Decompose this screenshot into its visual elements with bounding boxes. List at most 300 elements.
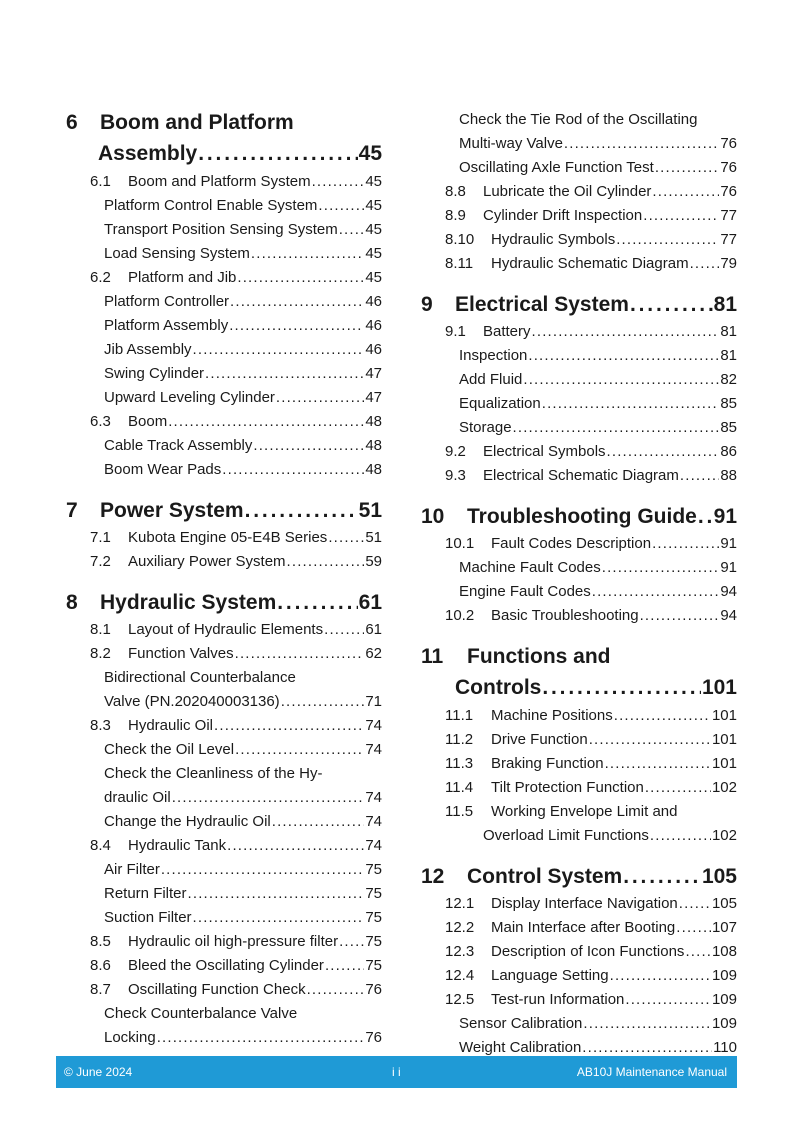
toc-section-8[interactable]	[66, 588, 382, 618]
entry-title: Fault Codes Description	[491, 535, 652, 552]
toc-entry-cont[interactable]	[421, 824, 737, 848]
leader-dots	[339, 218, 365, 242]
page-number: 48	[365, 437, 382, 454]
entry-title: Boom	[128, 413, 168, 430]
leader-dots	[324, 618, 364, 642]
entry-title: Description of Icon Functions	[491, 943, 685, 960]
toc-section-7[interactable]	[66, 496, 382, 526]
entry-number: 8.2	[90, 645, 111, 662]
page-number: 76	[720, 135, 737, 152]
entry-number: 6.3	[90, 413, 111, 430]
entry-title: Hydraulic Oil	[128, 717, 214, 734]
leader-dots	[277, 588, 357, 618]
toc-entry[interactable]	[421, 464, 737, 488]
entry-title: Hydraulic Symbols	[491, 231, 616, 248]
entry-number: 10.2	[445, 607, 475, 624]
footer-manual-title: AB10J Maintenance Manual	[576, 1065, 727, 1079]
entry-number: 8.5	[90, 933, 111, 950]
entry-title: Working Envelope Limit and	[491, 803, 678, 820]
leader-dots	[318, 194, 364, 218]
page-number: 110	[713, 1039, 737, 1056]
entry-title: Bleed the Oscillating Cylinder	[128, 957, 324, 974]
page-number: 86	[720, 443, 737, 460]
toc-entry[interactable]	[421, 440, 737, 464]
leader-dots	[281, 690, 365, 714]
entry-number: 11.4	[445, 779, 474, 796]
page-number: 45	[365, 245, 382, 262]
toc-entry[interactable]	[66, 762, 382, 786]
toc-entry[interactable]	[66, 362, 382, 386]
leader-dots	[679, 892, 711, 916]
leader-dots	[623, 862, 701, 892]
page-number: 76	[365, 1029, 382, 1046]
toc-entry-cont[interactable]	[66, 786, 382, 810]
leader-dots	[272, 810, 365, 834]
page-number: 91	[720, 535, 737, 552]
toc-entry[interactable]	[66, 954, 382, 978]
leader-dots	[325, 954, 364, 978]
entry-title: Check the Cleanliness of the Hy-	[104, 765, 323, 782]
entry-number: 9.3	[445, 467, 466, 484]
toc-entry[interactable]	[66, 410, 382, 434]
entry-title: Platform and Jib	[128, 269, 237, 286]
page-number: 88	[720, 467, 737, 484]
entry-title: Transport Position Sensing System	[104, 221, 338, 238]
entry-title: Layout of Hydraulic Elements	[128, 621, 324, 638]
entry-number: 12.1	[445, 895, 475, 912]
entry-title: Cable Track Assembly	[104, 437, 253, 454]
leader-dots	[161, 858, 364, 882]
page-number: 71	[365, 693, 382, 710]
footer-date: © June 2024	[64, 1065, 133, 1079]
entry-title: Basic Troubleshooting	[491, 607, 639, 624]
entry-title: Overload Limit Functions	[483, 827, 649, 844]
toc-section-6-cont[interactable]	[66, 138, 382, 170]
entry-number: 8.9	[445, 207, 466, 224]
entry-title: Inspection	[459, 347, 528, 364]
toc-entry[interactable]	[421, 604, 737, 628]
page-number: 91	[720, 559, 737, 576]
page-number: 45	[358, 142, 382, 165]
toc-entry[interactable]	[421, 180, 737, 204]
toc-entry[interactable]	[66, 434, 382, 458]
entry-title: Machine Positions	[491, 707, 613, 724]
toc-entry[interactable]	[66, 314, 382, 338]
entry-title: Storage	[459, 419, 512, 436]
entry-title: Check Counterbalance Valve	[104, 1005, 298, 1022]
toc-section-11-cont[interactable]	[421, 672, 737, 704]
toc-entry[interactable]	[66, 386, 382, 410]
toc-entry[interactable]	[66, 642, 382, 666]
leader-dots	[690, 252, 720, 276]
entry-title: Engine Fault Codes	[459, 583, 591, 600]
toc-entry[interactable]	[66, 290, 382, 314]
entry-number: 12.5	[445, 991, 475, 1008]
leader-dots	[614, 704, 711, 728]
entry-number: 8.6	[90, 957, 111, 974]
page-number: 75	[365, 885, 382, 902]
leader-dots	[205, 362, 364, 386]
page-number: 62	[365, 645, 382, 662]
page-number: 47	[365, 365, 382, 382]
leader-dots	[528, 344, 719, 368]
page-number: 79	[720, 255, 737, 272]
page-number: 91	[713, 505, 737, 528]
toc-left-column	[66, 108, 382, 1050]
toc-section-9[interactable]	[421, 290, 737, 320]
leader-dots	[610, 964, 711, 988]
entry-title: Electrical Schematic Diagram	[483, 467, 679, 484]
entry-title: Add Fluid	[459, 371, 523, 388]
toc-entry[interactable]	[421, 704, 737, 728]
toc-entry[interactable]	[66, 738, 382, 762]
toc-entry[interactable]	[421, 964, 737, 988]
entry-number: 7.1	[90, 529, 111, 546]
page-number: 101	[711, 755, 737, 772]
leader-dots	[652, 180, 719, 204]
page-number: 74	[365, 717, 382, 734]
leader-dots	[229, 314, 364, 338]
leader-dots	[235, 738, 364, 762]
toc-entry[interactable]	[421, 368, 737, 392]
leader-dots	[227, 834, 364, 858]
section-title: Hydraulic System	[100, 591, 277, 614]
entry-number: 11.3	[445, 755, 474, 772]
section-number: 8	[66, 591, 78, 614]
leader-dots	[276, 386, 364, 410]
entry-title: Display Interface Navigation	[491, 895, 678, 912]
toc-section-10[interactable]	[421, 502, 737, 532]
leader-dots	[339, 930, 364, 954]
toc-entry-cont[interactable]	[421, 132, 737, 156]
entry-number: 8.3	[90, 717, 111, 734]
leader-dots	[698, 502, 713, 532]
entry-title: Check the Tie Rod of the Oscillating	[459, 111, 698, 128]
page-number: 51	[358, 499, 382, 522]
entry-number: 8.7	[90, 981, 111, 998]
toc-entry[interactable]	[66, 834, 382, 858]
entry-title: Boom Wear Pads	[104, 461, 222, 478]
page-number: 81	[713, 293, 737, 316]
entry-title: Cylinder Drift Inspection	[483, 207, 643, 224]
leader-dots	[685, 940, 711, 964]
toc-entry[interactable]	[421, 204, 737, 228]
leader-dots	[198, 138, 357, 170]
toc-entry[interactable]	[421, 556, 737, 580]
entry-title: Boom and Platform System	[128, 173, 311, 190]
toc-entry[interactable]	[66, 218, 382, 242]
section-title: Assembly	[98, 142, 198, 165]
toc-entry[interactable]	[421, 108, 737, 132]
page-number: 109	[711, 991, 737, 1008]
toc-entry-cont[interactable]	[66, 690, 382, 714]
section-number: 9	[421, 293, 433, 316]
entry-number: 12.4	[445, 967, 475, 984]
leader-dots	[193, 906, 365, 930]
toc-entry[interactable]	[421, 752, 737, 776]
page-number: 85	[720, 419, 737, 436]
entry-number: 8.10	[445, 231, 475, 248]
toc-entry[interactable]	[66, 242, 382, 266]
toc-entry[interactable]	[66, 882, 382, 906]
entry-title: Return Filter	[104, 885, 187, 902]
toc-entry[interactable]	[66, 810, 382, 834]
entry-title: Air Filter	[104, 861, 160, 878]
page-number: 94	[720, 607, 737, 624]
page-number: 75	[365, 861, 382, 878]
page-number: 76	[720, 159, 737, 176]
entry-title: Sensor Calibration	[459, 1015, 583, 1032]
section-title: Control System	[467, 865, 623, 888]
leader-dots	[172, 786, 365, 810]
entry-title: Jib Assembly	[104, 341, 192, 358]
section-title: Power System	[100, 499, 244, 522]
entry-number: 11.2	[445, 731, 474, 748]
leader-dots	[193, 338, 365, 362]
leader-dots	[607, 440, 720, 464]
toc-entry[interactable]	[66, 170, 382, 194]
toc-entry[interactable]	[66, 526, 382, 550]
page-number: 102	[711, 827, 737, 844]
toc-entry[interactable]	[66, 338, 382, 362]
page-number: 81	[720, 323, 737, 340]
toc-section-11[interactable]	[421, 642, 737, 672]
page-number: 102	[711, 779, 737, 796]
entry-number: 6.2	[90, 269, 111, 286]
entry-title: Multi-way Valve	[459, 135, 563, 152]
page-number: 45	[365, 221, 382, 238]
leader-dots	[592, 580, 720, 604]
entry-number: 11.5	[445, 803, 474, 820]
toc-entry[interactable]	[421, 392, 737, 416]
entry-title: Kubota Engine 05-E4B Series	[128, 529, 328, 546]
page-number: 59	[365, 553, 382, 570]
leader-dots	[645, 776, 711, 800]
page-number: 77	[720, 231, 737, 248]
leader-dots	[616, 228, 719, 252]
toc-right-column	[421, 108, 737, 1060]
toc-entry[interactable]	[421, 916, 737, 940]
entry-number: 7.2	[90, 553, 111, 570]
entry-number: 8.11	[445, 255, 474, 272]
leader-dots	[188, 882, 365, 906]
page-number: 105	[711, 895, 737, 912]
leader-dots	[652, 532, 719, 556]
toc-entry[interactable]	[66, 978, 382, 1002]
toc-entry-cont[interactable]	[66, 1026, 382, 1050]
leader-dots	[564, 132, 719, 156]
entry-title: draulic Oil	[104, 789, 171, 806]
page-footer	[56, 1056, 737, 1088]
toc-entry[interactable]	[66, 550, 382, 574]
entry-title: Platform Control Enable System	[104, 197, 318, 214]
leader-dots	[168, 410, 364, 434]
toc-entry[interactable]	[421, 344, 737, 368]
toc-entry[interactable]	[421, 728, 737, 752]
leader-dots	[630, 290, 713, 320]
entry-number: 8.8	[445, 183, 466, 200]
page-number: 101	[711, 731, 737, 748]
page-number: 48	[365, 413, 382, 430]
page-number: 76	[720, 183, 737, 200]
page-number: 61	[358, 591, 382, 614]
toc-section-12[interactable]	[421, 862, 737, 892]
section-number: 6	[66, 111, 78, 134]
page-number: 74	[365, 837, 382, 854]
section-title: Boom and Platform	[100, 111, 294, 134]
toc-entry[interactable]	[421, 892, 737, 916]
entry-title: Suction Filter	[104, 909, 192, 926]
section-number: 10	[421, 505, 445, 528]
entry-title: Platform Controller	[104, 293, 230, 310]
toc-entry[interactable]	[421, 800, 737, 824]
page-number: 101	[701, 676, 737, 699]
entry-title: Main Interface after Booting	[491, 919, 676, 936]
section-title: Electrical System	[455, 293, 629, 316]
entry-title: Load Sensing System	[104, 245, 250, 262]
entry-title: Check the Oil Level	[104, 741, 235, 758]
toc-entry[interactable]	[66, 858, 382, 882]
entry-number: 6.1	[90, 173, 111, 190]
leader-dots	[542, 672, 701, 704]
page-number: 101	[711, 707, 737, 724]
leader-dots	[655, 156, 719, 180]
leader-dots	[643, 204, 719, 228]
entry-number: 8.4	[90, 837, 111, 854]
section-title: Troubleshooting Guide	[467, 505, 697, 528]
entry-title: Valve (PN.202040003136)	[104, 693, 280, 710]
page-number: 74	[365, 813, 382, 830]
leader-dots	[605, 752, 711, 776]
leader-dots	[532, 320, 720, 344]
page-number: 85	[720, 395, 737, 412]
entry-title: Hydraulic Schematic Diagram	[491, 255, 689, 272]
toc-entry[interactable]	[66, 714, 382, 738]
toc-entry[interactable]	[66, 666, 382, 690]
toc-entry[interactable]	[421, 580, 737, 604]
page-number: 107	[711, 919, 737, 936]
toc-entry[interactable]	[66, 266, 382, 290]
page-number: 48	[365, 461, 382, 478]
leader-dots	[625, 988, 711, 1012]
page-number: 46	[365, 293, 382, 310]
toc-entry[interactable]	[421, 1012, 737, 1036]
entry-title: Language Setting	[491, 967, 609, 984]
entry-title: Lubricate the Oil Cylinder	[483, 183, 652, 200]
entry-title: Hydraulic oil high-pressure filter	[128, 933, 339, 950]
entry-number: 9.1	[445, 323, 466, 340]
toc-entry[interactable]	[421, 776, 737, 800]
entry-title: Machine Fault Codes	[459, 559, 601, 576]
footer-page-number: i i	[392, 1065, 401, 1079]
entry-title: Upward Leveling Cylinder	[104, 389, 275, 406]
section-title: Functions and	[467, 645, 611, 668]
page-number: 109	[711, 1015, 737, 1032]
toc-entry[interactable]	[421, 416, 737, 440]
toc-section-6[interactable]	[66, 108, 382, 138]
entry-title: Test-run Information	[491, 991, 625, 1008]
toc-entry[interactable]	[421, 320, 737, 344]
entry-number: 11.1	[445, 707, 474, 724]
entry-title: Bidirectional Counterbalance	[104, 669, 296, 686]
page-number: 74	[365, 741, 382, 758]
entry-title: Swing Cylinder	[104, 365, 205, 382]
toc-entry[interactable]	[66, 618, 382, 642]
page-number: 46	[365, 341, 382, 358]
leader-dots	[583, 1012, 711, 1036]
toc-entry[interactable]	[66, 1002, 382, 1026]
entry-title: Locking	[104, 1029, 156, 1046]
page-number: 108	[711, 943, 737, 960]
page-number: 77	[720, 207, 737, 224]
section-number: 11	[421, 645, 444, 668]
page-number: 105	[701, 865, 737, 888]
page-number: 47	[365, 389, 382, 406]
page-number: 82	[720, 371, 737, 388]
entry-title: Oscillating Axle Function Test	[459, 159, 654, 176]
page-number: 45	[365, 269, 382, 286]
toc-entry[interactable]	[66, 458, 382, 482]
entry-number: 12.2	[445, 919, 475, 936]
leader-dots	[650, 824, 711, 848]
toc-entry[interactable]	[421, 156, 737, 180]
leader-dots	[307, 978, 365, 1002]
section-title: Controls	[455, 676, 542, 699]
toc-entry[interactable]	[66, 194, 382, 218]
entry-title: Hydraulic Tank	[128, 837, 227, 854]
leader-dots	[542, 392, 720, 416]
entry-title: Weight Calibration	[459, 1039, 582, 1056]
toc-entry[interactable]	[66, 930, 382, 954]
page-number: 75	[365, 909, 382, 926]
entry-title: Function Valves	[128, 645, 234, 662]
entry-title: Electrical Symbols	[483, 443, 606, 460]
entry-title: Battery	[483, 323, 531, 340]
leader-dots	[230, 290, 364, 314]
page-number: 75	[365, 957, 382, 974]
entry-title: Equalization	[459, 395, 541, 412]
page-number: 51	[365, 529, 382, 546]
page-number: 75	[365, 933, 382, 950]
entry-title: Drive Function	[491, 731, 588, 748]
toc-entry[interactable]	[421, 988, 737, 1012]
leader-dots	[287, 550, 365, 574]
page-number: 81	[720, 347, 737, 364]
toc-entry[interactable]	[421, 252, 737, 276]
entry-title: Auxiliary Power System	[128, 553, 286, 570]
leader-dots	[328, 526, 364, 550]
page-number: 94	[720, 583, 737, 600]
entry-title: Tilt Protection Function	[491, 779, 644, 796]
toc-entry[interactable]	[421, 940, 737, 964]
section-number: 7	[66, 499, 78, 522]
leader-dots	[214, 714, 364, 738]
entry-title: Oscillating Function Check	[128, 981, 306, 998]
page-number: 74	[365, 789, 382, 806]
toc-entry[interactable]	[421, 228, 737, 252]
entry-title: Platform Assembly	[104, 317, 229, 334]
page-number: 45	[365, 173, 382, 190]
page-number: 76	[365, 981, 382, 998]
leader-dots	[235, 642, 365, 666]
leader-dots	[251, 242, 364, 266]
entry-number: 12.3	[445, 943, 475, 960]
page-number: 46	[365, 317, 382, 334]
entry-number: 8.1	[90, 621, 111, 638]
toc-entry[interactable]	[66, 906, 382, 930]
toc-entry[interactable]	[421, 532, 737, 556]
leader-dots	[602, 556, 720, 580]
